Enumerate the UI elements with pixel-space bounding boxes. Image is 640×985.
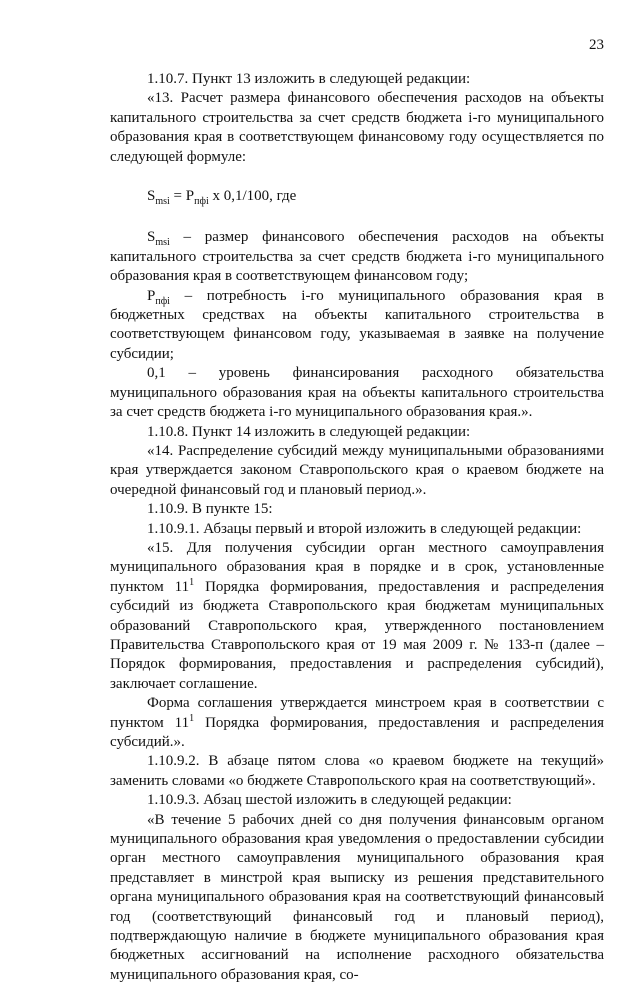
paragraph-1-10-9-1: 1.10.9.1. Абзацы первый и второй изложить в следующей редакции: (147, 520, 582, 537)
formula-s-subscript: msi (155, 196, 170, 208)
formula-rest: x 0,1/100, где (208, 188, 297, 205)
def1-text: – размер финансового обеспечения расходов на объекты капитального строительства за счет средств бюджета i-го муниципального образования края в соответствующем финансовом году; (110, 229, 604, 285)
paragraph-15 (110, 539, 604, 694)
agreement-text-b: Порядка формирования, предоставления и распределения субсидий.». (110, 714, 605, 750)
paragraph-1-10-9: 1.10.9. В пункте 15: (147, 501, 273, 518)
agreement-superscript: 1 (189, 712, 195, 724)
def1-symbol: S (147, 229, 156, 246)
document-body (110, 70, 604, 985)
p15-text-b: Порядка формирования, предоставления и распределения субсидий из бюджета Ставропольского края бюджетам муниципальных образований Ставропольского края, утвержденного постановлением Правительства Ставропольского края от 19 мая 2009 г. № 133-п (далее – Порядок формирования, предоставления и распределения субсидий), заключает соглашение. (110, 578, 605, 692)
definition-coefficient: 0,1 – уровень финансирования расходного обязательства муниципального образования края на объекты капитального строительства за счет средств бюджета i-го муниципального образования края.». (110, 365, 604, 421)
def1-subscript: msi (155, 237, 170, 249)
formula-s: S (147, 188, 156, 205)
paragraph-1-10-7: 1.10.7. Пункт 13 изложить в следующей редакции: (147, 71, 471, 87)
p15-text-a: «15. Для получения субсидии орган местного самоуправления муниципального образования края в порядке и в срок, установленные пунктом 11 (110, 539, 604, 595)
p15-superscript: 1 (189, 576, 195, 588)
paragraph-sixth-abzats: «В течение 5 рабочих дней со дня получения финансовым органом муниципального образования края уведомления о предоставлении субсидии орган местного самоуправления муниципального образования края представляет в минстрой края выписку из решения представительного органа муниципального образования края на соответствующий финансовый год (соответствующий финансовый год и плановый период), подтверждающую наличие в бюджете муниципального образования края бюджетных ассигнований на исполнение расходного обязательства муниципального образования края, со- (110, 811, 604, 983)
paragraph-13-intro: «13. Расчет размера финансового обеспечения расходов на объекты капитального строительства за счет средств бюджета i-го муниципального образования края в соответствующем финансовому году осуществляется по следующей формуле: (110, 90, 604, 165)
formula-eq: = P (169, 188, 195, 205)
def2-subscript: пфi (155, 295, 170, 307)
paragraph-1-10-9-2: 1.10.9.2. В абзаце пятом слова «о краевом бюджете на текущий» заменить словами «о бюджете Ставропольского края на соответствующий». (110, 753, 604, 789)
paragraph-14: «14. Распределение субсидий между муниципальными образованиями края утверждается законом Ставропольского края о краевом бюджете на очередной финансовый год и плановый период.». (110, 442, 604, 498)
formula-p-subscript: пфi (194, 196, 209, 208)
definition-smsi (110, 228, 604, 286)
def2-text: – потребность i-го муниципального образования края в бюджетных средствах на объекты капитального строительства в соответствующем финансовом году, указываемая в заявке на получение субсидии; (110, 287, 604, 362)
def2-symbol: P (147, 287, 156, 304)
paragraph-1-10-8: 1.10.8. Пункт 14 изложить в следующей редакции: (147, 423, 471, 440)
definition-ppfi (110, 287, 604, 365)
page-number: 23 (589, 37, 604, 53)
formula (110, 187, 604, 206)
agreement-text-a: Форма соглашения утверждается минстроем края в соответствии с пунктом 11 (110, 695, 604, 731)
paragraph-agreement-form (110, 694, 604, 752)
paragraph-1-10-9-3: 1.10.9.3. Абзац шестой изложить в следующей редакции: (147, 792, 512, 809)
